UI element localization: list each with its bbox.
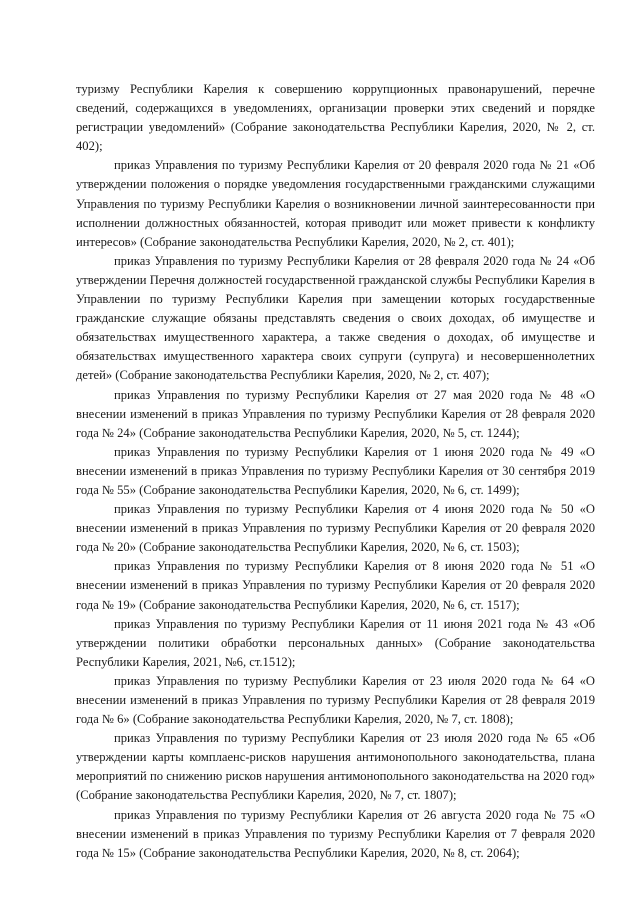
paragraph-order-51: приказ Управления по туризму Республики Карелия от 8 июня 2020 года № 51 «О внесении изменений в приказ Управления по туризму Республики Карелия от 20 февраля 2020 года № 19» (Собрание законодательства Республики Карелия, 2020, № 6, ст. 1517);	[76, 559, 595, 612]
document-body	[76, 80, 595, 863]
paragraph-order-48: приказ Управления по туризму Республики Карелия от 27 мая 2020 года № 48 «О внесении изменений в приказ Управления по туризму Республики Карелия от 28 февраля 2020 года № 24» (Собрание законодательства Республики Карелия, 2020, № 5, ст. 1244);	[76, 387, 595, 440]
paragraph-order-65: приказ Управления по туризму Республики Карелия от 23 июля 2020 года № 65 «Об утверждении карты комплаенс-рисков нарушения антимонопольного законодательства, плана мероприятий по снижению рисков нарушения антимонопольного законодательства на 2020 год» (Собрание законодательства Республики Карелия, 2020, № 7, ст. 1807);	[76, 731, 595, 803]
paragraph-order-50: приказ Управления по туризму Республики Карелия от 4 июня 2020 года № 50 «О внесении изменений в приказ Управления по туризму Республики Карелия от 20 февраля 2020 года № 20» (Собрание законодательства Республики Карелия, 2020, № 6, ст. 1503);	[76, 502, 595, 555]
paragraph-order-64: приказ Управления по туризму Республики Карелия от 23 июля 2020 года № 64 «О внесении изменений в приказ Управления по туризму Республики Карелия от 28 февраля 2019 года № 6» (Собрание законодательства Республики Карелия, 2020, № 7, ст. 1808);	[76, 673, 595, 727]
paragraph-order-49: приказ Управления по туризму Республики Карелия от 1 июня 2020 года № 49 «О внесении изменений в приказ Управления по туризму Республики Карелия от 30 сентября 2019 года № 55» (Собрание законодательства Республики Карелия, 2020, № 6, ст. 1499);	[76, 444, 595, 497]
paragraph-order-24: приказ Управления по туризму Республики Карелия от 28 февраля 2020 года № 24 «Об утверждении Перечня должностей государственной гражданской службы Республики Карелия в Управлении по туризму Республики Карелия при замещении которых государственные гражданские служащие обязаны представлять сведения о своих доходах, об имуществе и обязательствах имущественного характера, а также сведения о доходах, об имуществе и обязательствах имущественного характера своих супруги (супруга) и несовершеннолетних детей» (Собрание законодательства Республики Карелия, 2020, № 2, ст. 407);	[76, 253, 595, 383]
paragraph-continuation: туризму Республики Карелия к совершению коррупционных правонарушений, перечне сведений, содержащихся в уведомлениях, организации проверки этих сведений и порядке регистрации уведомлений» (Собрание законодательства Республики Карелия, 2020, № 2, ст. 402);	[76, 82, 595, 154]
paragraph-order-43: приказ Управления по туризму Республики Карелия от 11 июня 2021 года № 43 «Об утверждении политики обработки персональных данных» (Собрание законодательства Республики Карелия, 2021, №6, ст.1512);	[76, 616, 595, 669]
paragraph-order-21: приказ Управления по туризму Республики Карелия от 20 февраля 2020 года № 21 «Об утверждении положения о порядке уведомления государственными гражданскими служащими Управления по туризму Республики Карелия о возникновении личной заинтересованности при исполнении должностных обязанностей, которая приводит или может привести к конфликту интересов» (Собрание законодательства Республики Карелия, 2020, № 2, ст. 401);	[76, 158, 595, 249]
paragraph-order-75: приказ Управления по туризму Республики Карелия от 26 августа 2020 года № 75 «О внесении изменений в приказ Управления по туризму Республики Карелия от 7 февраля 2020 года № 15» (Собрание законодательства Республики Карелия, 2020, № 8, ст. 2064);	[76, 807, 595, 860]
